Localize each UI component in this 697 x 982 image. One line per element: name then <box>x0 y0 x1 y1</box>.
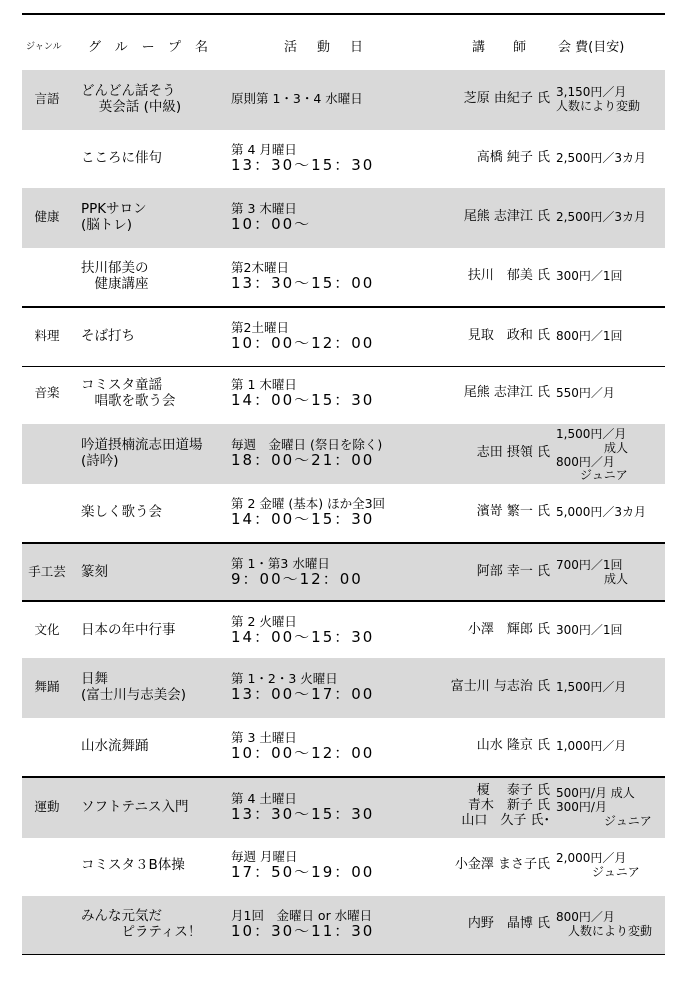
fee-cell-line: 800円／1回 <box>556 329 623 343</box>
genre-cell-line: 健康 <box>34 209 60 224</box>
group-name-cell-line: 唱歌を歌う会 <box>81 392 176 409</box>
genre-cell <box>26 800 68 814</box>
activity-day-cell <box>231 321 374 353</box>
header-activity-day: 活動日 <box>284 40 384 55</box>
genre-cell <box>26 92 68 106</box>
fee-cell-line: 成人 <box>556 440 629 455</box>
fee-cell-line: 成人 <box>556 571 629 586</box>
fee-cell-line: 700円／1回 <box>556 558 623 572</box>
header-group-name: グループ名 <box>88 40 222 55</box>
group-name-cell-line: PPKサロン <box>81 201 147 217</box>
fee-cell <box>556 624 623 638</box>
fee-cell-line: 500円/月 成人 <box>556 786 635 800</box>
activity-day-cell-line: 第2土曜日 <box>231 320 289 335</box>
genre-cell <box>26 623 68 637</box>
fee-cell-line: 2,000円／月 <box>556 851 627 865</box>
activity-day-cell <box>231 92 363 106</box>
group-name-cell-line: 吟道摂楠流志田道場 <box>81 437 203 453</box>
fee-cell <box>556 852 640 880</box>
table-row <box>22 896 665 955</box>
teacher-cell <box>438 386 550 401</box>
group-name-cell <box>81 623 176 639</box>
activity-day-cell <box>231 202 311 234</box>
teacher-cell <box>438 565 550 580</box>
activity-day-cell-line: 18：00〜21：00 <box>231 451 375 470</box>
table-row <box>22 130 665 188</box>
fee-cell <box>556 330 623 344</box>
fee-cell-line: 3,150円／月 <box>556 85 627 99</box>
activity-day-cell <box>231 557 363 589</box>
genre-cell-line: 運動 <box>34 799 60 814</box>
group-name-cell-line: 篆刻 <box>81 564 108 580</box>
teacher-cell-line: 志田 摂領 氏 <box>476 445 550 460</box>
group-name-cell-line: 健康講座 <box>81 275 149 292</box>
group-name-cell <box>81 672 186 703</box>
group-name-cell-line: ソフトテニス入門 <box>81 799 189 815</box>
group-name-cell-line: (富士川与志美会) <box>81 686 187 703</box>
teacher-cell-line: 尾熊 志津江 氏 <box>463 209 550 224</box>
activity-day-cell-line: 13：30〜15：30 <box>231 805 375 824</box>
activity-day-cell-line: 第 1 木曜日 <box>231 377 297 392</box>
header-genre: ジャンル <box>26 42 62 52</box>
teacher-cell-line: 高橋 純子 氏 <box>476 150 550 165</box>
activity-day-cell-line: 月1回 金曜日 or 水曜日 <box>231 908 373 923</box>
group-name-cell <box>81 202 147 233</box>
group-name-cell <box>81 261 149 292</box>
activity-day-cell-line: 14：00〜15：30 <box>231 510 375 529</box>
fee-cell <box>556 740 626 754</box>
genre-cell <box>26 680 68 694</box>
teacher-cell <box>438 784 550 829</box>
fee-cell <box>556 428 628 483</box>
group-name-cell <box>81 378 176 409</box>
group-name-cell-line: 山水流舞踊 <box>81 738 149 754</box>
group-name-cell <box>81 84 181 115</box>
table-header <box>22 13 665 73</box>
teacher-cell-line: 濱嵜 繁一 氏 <box>476 504 550 519</box>
teacher-cell <box>438 269 550 284</box>
group-name-cell-line: こころに俳句 <box>81 150 162 166</box>
fee-cell-line: 人数により変動 <box>556 98 641 113</box>
genre-cell-line: 言語 <box>34 91 60 106</box>
group-name-cell-line: 楽しく歌う会 <box>81 504 162 520</box>
teacher-cell <box>438 92 550 107</box>
activity-day-cell-line: 第 4 土曜日 <box>231 791 297 806</box>
fee-cell-line: 300円／1回 <box>556 623 623 637</box>
activity-day-cell <box>231 850 374 882</box>
activity-day-cell <box>231 731 374 763</box>
activity-day-cell-line: 第 2 火曜日 <box>231 614 297 629</box>
table-row <box>22 364 665 424</box>
table-row <box>22 600 665 661</box>
table-row <box>22 188 665 248</box>
teacher-cell-line: 扶川 郁美 氏 <box>467 268 550 283</box>
fee-cell <box>556 681 626 695</box>
activity-day-cell-line: 第2木曜日 <box>231 260 289 275</box>
group-name-cell-line: コミスタ童謡 <box>81 377 162 393</box>
group-name-cell-line: 日本の年中行事 <box>81 622 176 638</box>
activity-day-cell <box>231 615 374 647</box>
teacher-cell-line: 芝原 由紀子 氏 <box>463 91 550 106</box>
fee-cell-line: 人数により変動 <box>556 923 653 938</box>
fee-cell-line: ジュニア <box>556 468 628 483</box>
fee-cell <box>556 152 646 166</box>
activity-day-cell <box>231 497 385 529</box>
fee-cell <box>556 387 615 401</box>
group-name-cell-line: 扶川郁美の <box>81 260 149 276</box>
genre-cell-line: 文化 <box>34 622 60 637</box>
activity-day-cell-line: 第 1・2・3 火曜日 <box>231 671 338 686</box>
teacher-cell <box>438 210 550 225</box>
fee-cell <box>556 911 652 939</box>
activity-day-cell <box>231 909 374 941</box>
group-name-cell <box>81 858 185 874</box>
fee-cell-line: 2,500円／3カ月 <box>556 151 646 165</box>
group-name-cell <box>81 800 188 816</box>
table-row <box>22 718 665 776</box>
activity-day-cell-line: 第 3 土曜日 <box>231 730 297 745</box>
teacher-cell <box>438 329 550 344</box>
activity-day-cell-line: 第 2 金曜 (基本) ほか全3回 <box>231 496 386 511</box>
table-row <box>22 424 665 484</box>
genre-cell-line: 料理 <box>34 328 60 343</box>
group-name-cell-line: コミスタ３B体操 <box>81 857 185 873</box>
table-row <box>22 836 665 896</box>
teacher-cell-line: 富士川 与志治 氏 <box>450 679 550 694</box>
teacher-cell-line: 見取 政和 氏 <box>467 328 550 343</box>
group-name-cell <box>81 329 135 345</box>
teacher-cell-line: 小金澤 まさ子氏 <box>454 857 550 872</box>
teacher-cell <box>438 739 550 754</box>
activity-day-cell-line: 10：30〜11：30 <box>231 922 375 941</box>
group-name-cell-line: 日舞 <box>81 671 108 687</box>
group-name-cell <box>81 565 108 581</box>
activity-day-cell-line: 第 1・第3 水曜日 <box>231 556 330 571</box>
group-name-cell <box>81 739 149 755</box>
fee-cell <box>556 211 646 225</box>
group-name-cell-line: (脳トレ) <box>81 216 133 233</box>
fee-cell-line: 550円／月 <box>556 386 615 400</box>
activity-day-cell-line: 13：30〜15：00 <box>231 274 375 293</box>
activity-day-cell-line: 14：00〜15：30 <box>231 628 375 647</box>
group-name-cell <box>81 151 162 167</box>
teacher-cell <box>438 505 550 520</box>
fee-cell-line: 800円／月 <box>556 454 615 469</box>
header-teacher: 講 師 <box>472 40 539 55</box>
table-row <box>22 306 665 367</box>
teacher-cell <box>438 680 550 695</box>
group-name-cell <box>81 505 162 521</box>
teacher-cell-line: 榎 泰子 氏 <box>476 783 550 798</box>
genre-cell-line: 舞踊 <box>34 679 60 694</box>
group-name-cell <box>81 909 201 940</box>
fee-cell <box>556 270 623 284</box>
fee-cell-line: 1,000円／月 <box>556 739 627 753</box>
table-row <box>22 70 665 130</box>
activity-day-cell <box>231 438 382 470</box>
fee-cell <box>556 787 652 828</box>
genre-cell <box>26 329 68 343</box>
group-name-cell <box>81 438 203 469</box>
table-row <box>22 658 665 718</box>
activity-day-cell-line: 9：00〜12：00 <box>231 570 363 589</box>
teacher-cell-line: 山口 久子 氏･ <box>461 812 550 828</box>
genre-cell <box>26 386 68 400</box>
group-name-cell-line: どんどん話そう <box>81 83 176 99</box>
fee-cell <box>556 86 640 114</box>
fee-cell-line: ジュニア <box>556 813 652 828</box>
activity-day-cell-line: 原則第 1・3・4 水曜日 <box>231 91 363 106</box>
fee-cell-line: 5,000円／3カ月 <box>556 505 646 519</box>
activity-day-cell-line: 第 3 木曜日 <box>231 201 297 216</box>
activity-day-cell <box>231 378 374 410</box>
genre-cell-line: 手工芸 <box>28 564 66 579</box>
genre-cell <box>26 565 68 579</box>
activity-day-cell <box>231 261 374 293</box>
teacher-cell-line: 山水 隆京 氏 <box>476 738 550 753</box>
genre-cell <box>26 210 68 224</box>
activity-day-cell-line: 第 4 月曜日 <box>231 142 297 157</box>
fee-cell <box>556 559 628 587</box>
table-row <box>22 776 665 838</box>
fee-cell-line: 300円／1回 <box>556 269 623 283</box>
genre-cell-line: 音楽 <box>34 385 60 400</box>
group-name-cell-line: (詩吟) <box>81 452 119 469</box>
fee-cell <box>556 506 646 520</box>
teacher-cell-line: 阿部 幸一 氏 <box>476 564 550 579</box>
activity-day-cell-line: 10：00〜12：00 <box>231 334 375 353</box>
table-row <box>22 542 665 602</box>
fee-cell-line: 2,500円／3カ月 <box>556 210 646 224</box>
activity-day-cell-line: 毎週 金曜日 (祭日を除く) <box>231 437 383 452</box>
table-row <box>22 248 665 306</box>
group-name-cell-line: 英会話 (中級) <box>81 98 182 115</box>
activity-day-cell-line: 14：00〜15：30 <box>231 391 375 410</box>
teacher-cell <box>438 446 550 461</box>
fee-cell-line: 1,500円／月 <box>556 680 627 694</box>
teacher-cell-line: 青木 新子 氏 <box>467 797 550 813</box>
teacher-cell-line: 尾熊 志津江 氏 <box>463 385 550 400</box>
teacher-cell <box>438 151 550 166</box>
group-name-cell-line: そば打ち <box>81 328 135 344</box>
fee-cell-line: 1,500円／月 <box>556 427 627 441</box>
activity-day-cell-line: 13：00〜17：00 <box>231 685 375 704</box>
activity-day-cell-line: 10：00〜12：00 <box>231 744 375 763</box>
activity-day-cell <box>231 672 374 704</box>
activity-day-cell <box>231 143 374 175</box>
activity-day-cell-line: 10：00〜 <box>231 215 312 234</box>
teacher-cell <box>438 623 550 638</box>
header-fee: 会 費(目安) <box>558 40 625 55</box>
fee-cell-line: ジュニア <box>556 864 640 879</box>
activity-day-cell <box>231 792 374 824</box>
teacher-cell-line: 小澤 輝郎 氏 <box>467 622 550 637</box>
teacher-cell <box>438 858 550 873</box>
activity-day-cell-line: 13：30〜15：30 <box>231 156 375 175</box>
teacher-cell-line: 内野 晶博 氏 <box>467 916 550 931</box>
group-name-cell-line: ピラティス！ <box>81 923 202 940</box>
table-row <box>22 484 665 542</box>
activity-day-cell-line: 毎週 月曜日 <box>231 849 298 864</box>
group-name-cell-line: みんな元気だ <box>81 908 162 924</box>
fee-cell-line: 300円/月 <box>556 799 607 814</box>
fee-cell-line: 800円／月 <box>556 910 615 924</box>
teacher-cell <box>438 917 550 932</box>
activity-day-cell-line: 17：50〜19：00 <box>231 863 375 882</box>
